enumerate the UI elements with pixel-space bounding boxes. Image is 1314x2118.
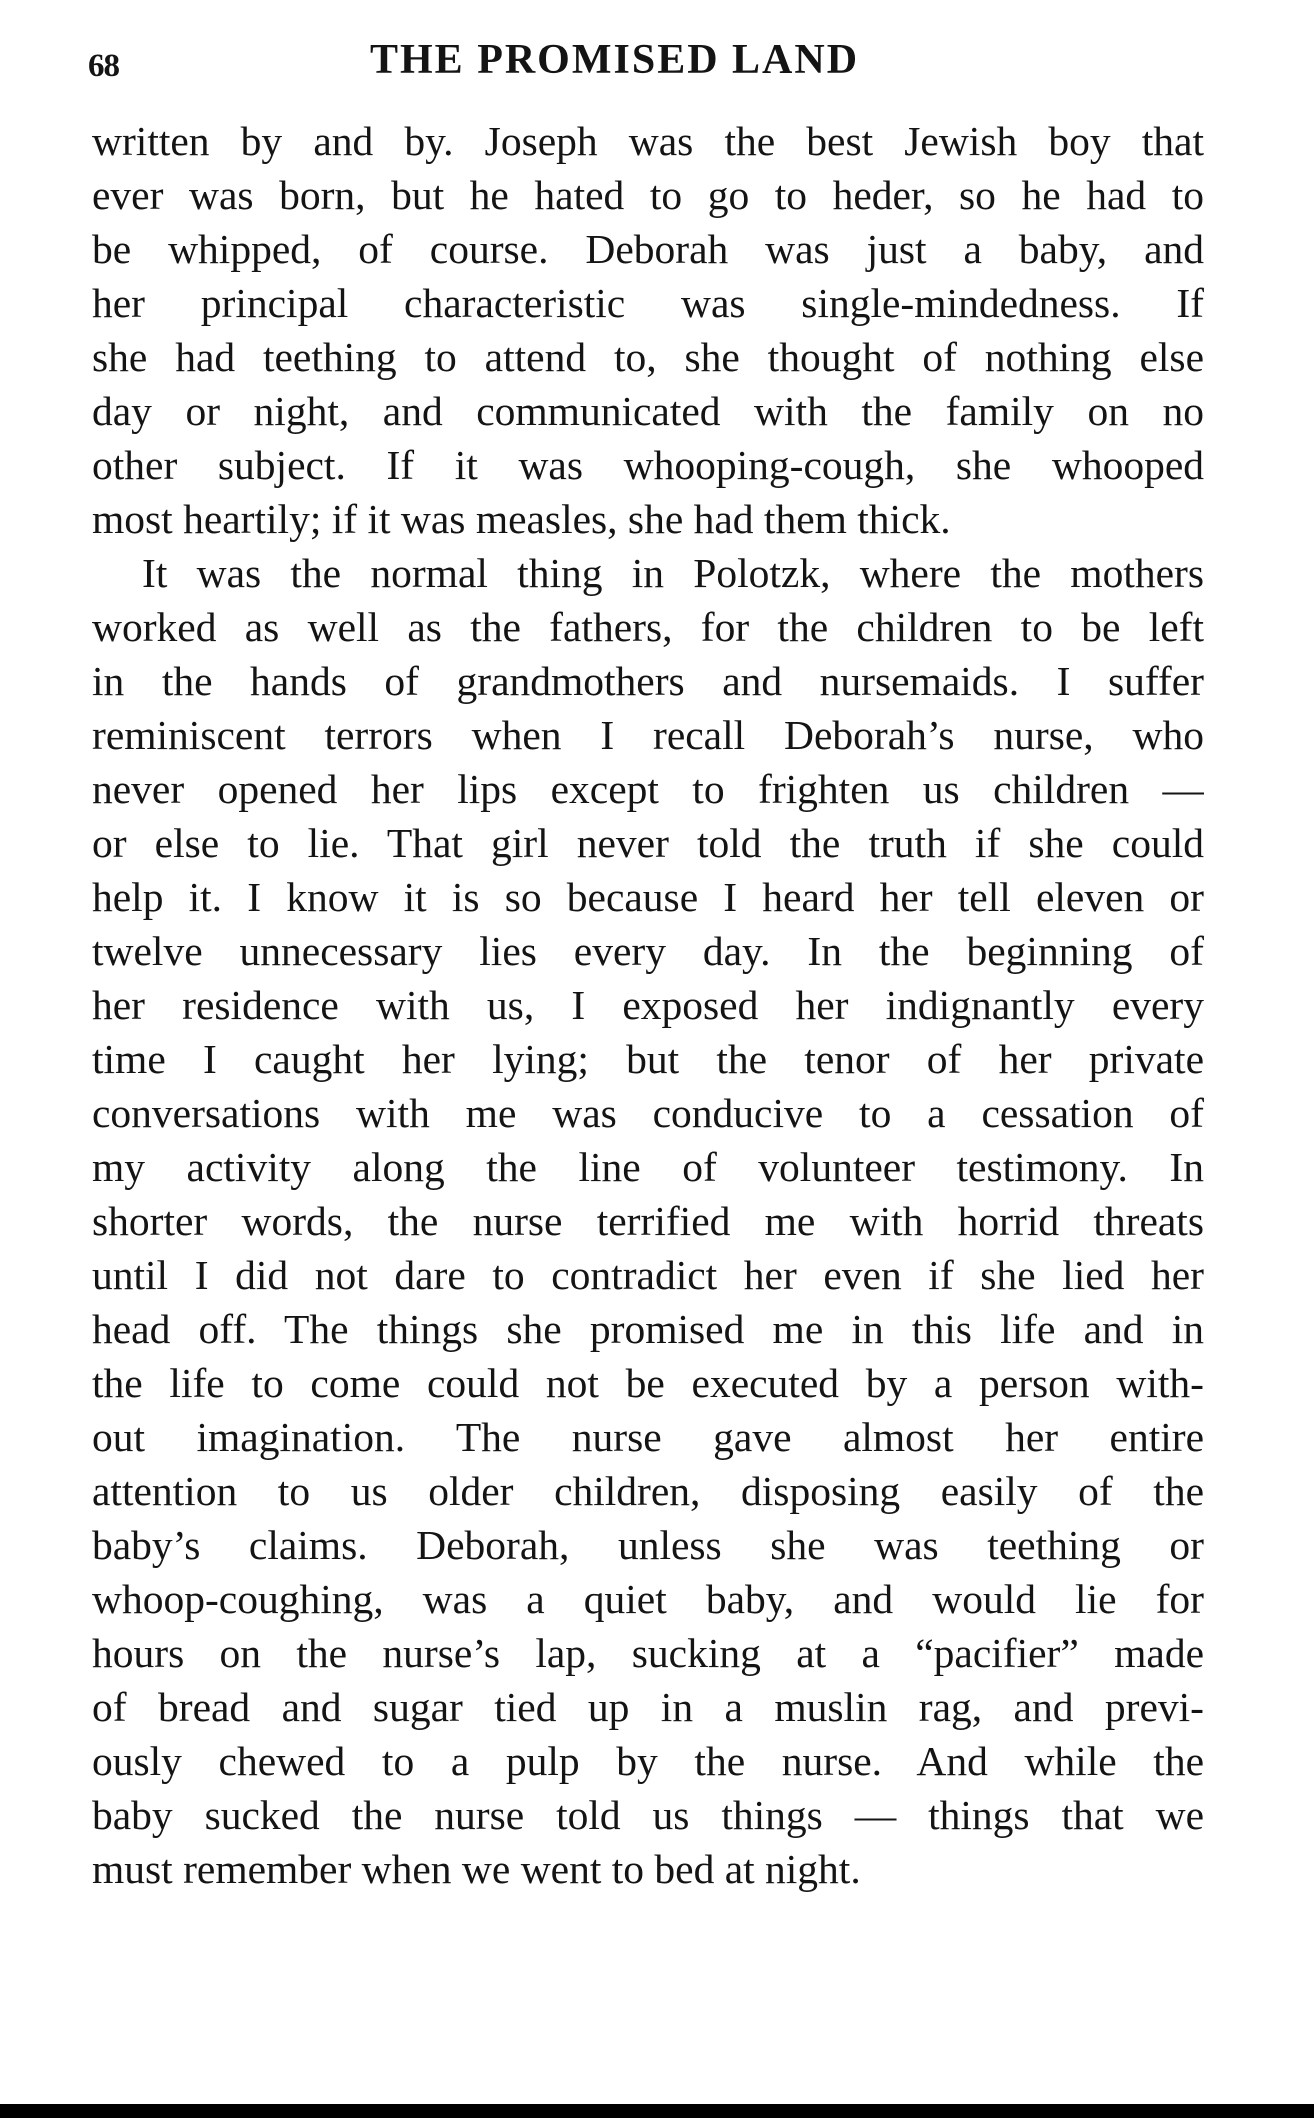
- running-title: THE PROMISED LAND: [370, 37, 860, 83]
- text-line: be whipped, of course. Deborah was just a baby, and: [92, 226, 1204, 272]
- body-text: [92, 114, 1204, 1896]
- text-line: day or night, and communicated with the family on no: [92, 388, 1204, 434]
- text-line: until I did not dare to contradict her even if she lied her: [92, 1252, 1204, 1298]
- text-line: my activity along the line of volunteer testimony. In: [92, 1144, 1204, 1190]
- text-line: ously chewed to a pulp by the nurse. And while the: [92, 1738, 1204, 1784]
- text-line: or else to lie. That girl never told the truth if she could: [92, 820, 1204, 866]
- text-line: in the hands of grandmothers and nursemaids. I suffer: [92, 658, 1204, 704]
- text-line: reminiscent terrors when I recall Deborah’s nurse, who: [92, 712, 1204, 758]
- text-line: she had teething to attend to, she thought of nothing else: [92, 334, 1204, 380]
- text-line: worked as well as the fathers, for the children to be left: [92, 604, 1204, 650]
- running-head: [88, 30, 1208, 92]
- text-line: out imagination. The nurse gave almost her entire: [92, 1414, 1204, 1460]
- text-line: head off. The things she promised me in this life and in: [92, 1306, 1204, 1352]
- page-number: 68: [88, 48, 119, 84]
- text-line: help it. I know it is so because I heard her tell eleven or: [92, 874, 1204, 920]
- paragraph-2: [92, 546, 1204, 1896]
- text-line: time I caught her lying; but the tenor of her private: [92, 1036, 1204, 1082]
- text-line: baby sucked the nurse told us things — things that we: [92, 1792, 1204, 1838]
- text-line: her residence with us, I exposed her indignantly every: [92, 982, 1204, 1028]
- text-line: her principal characteristic was single-mindedness. If: [92, 280, 1204, 326]
- text-line: never opened her lips except to frighten us children —: [92, 766, 1204, 812]
- text-line: hours on the nurse’s lap, sucking at a “pacifier” made: [92, 1630, 1204, 1676]
- text-line: must remember when we went to bed at night.: [92, 1846, 861, 1892]
- text-line: attention to us older children, disposing easily of the: [92, 1468, 1204, 1514]
- text-line: of bread and sugar tied up in a muslin rag, and previ-: [92, 1684, 1204, 1730]
- text-line: written by and by. Joseph was the best Jewish boy that: [92, 118, 1204, 164]
- text-line: most heartily; if it was measles, she had them thick.: [92, 496, 951, 542]
- text-line: the life to come could not be executed by a person with-: [92, 1360, 1204, 1406]
- paragraph-1: [92, 114, 1204, 546]
- text-line: It was the normal thing in Polotzk, where the mothers: [142, 550, 1204, 596]
- text-line: ever was born, but he hated to go to heder, so he had to: [92, 172, 1204, 218]
- text-line: twelve unnecessary lies every day. In the beginning of: [92, 928, 1204, 974]
- page-bottom-edge: [0, 2104, 1314, 2118]
- text-line: conversations with me was conducive to a cessation of: [92, 1090, 1204, 1136]
- text-line: whoop-coughing, was a quiet baby, and would lie for: [92, 1576, 1204, 1622]
- text-line: other subject. If it was whooping-cough, she whooped: [92, 442, 1204, 488]
- text-line: shorter words, the nurse terrified me with horrid threats: [92, 1198, 1204, 1244]
- text-line: baby’s claims. Deborah, unless she was teething or: [92, 1522, 1204, 1568]
